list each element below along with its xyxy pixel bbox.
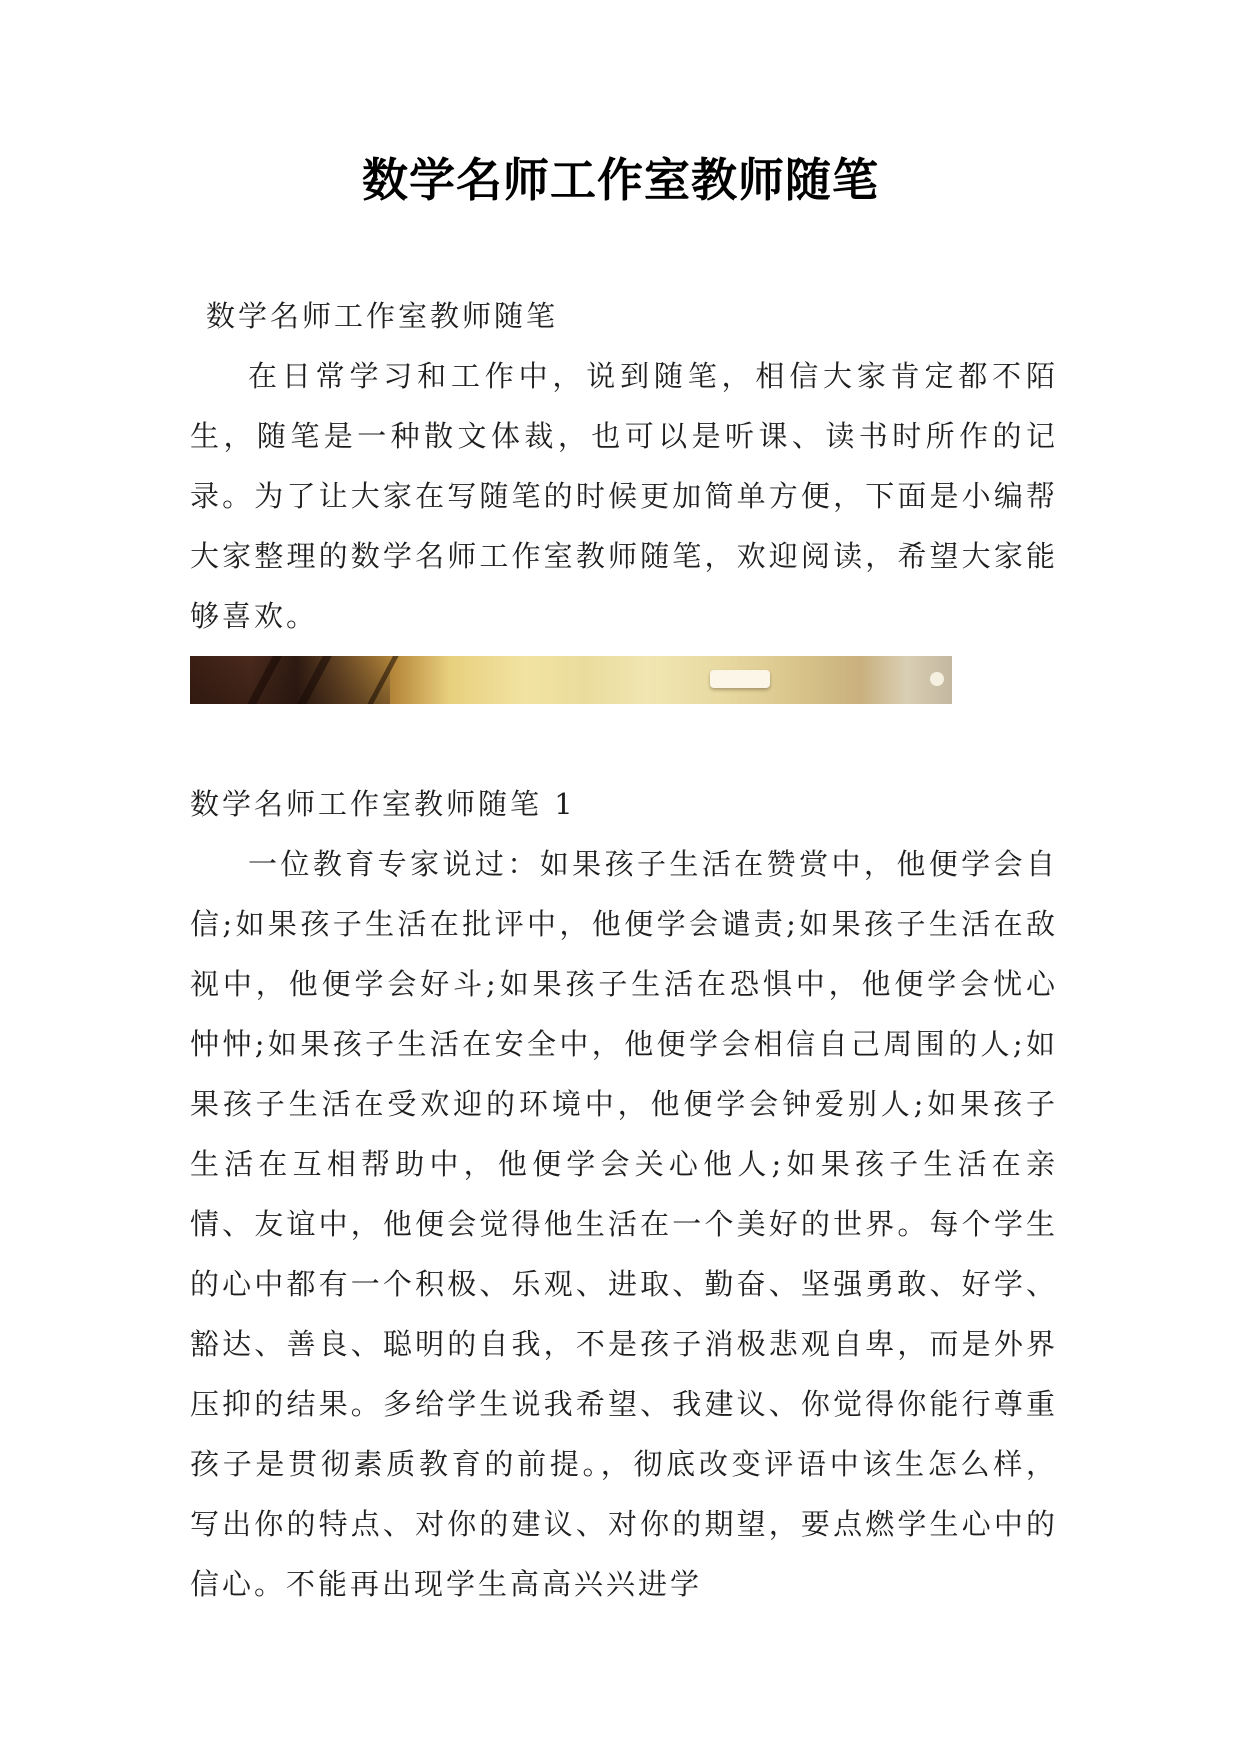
banner-shade (190, 656, 390, 704)
document-content (190, 286, 1058, 1614)
banner-glint (930, 672, 944, 686)
intro-paragraph: 在日常学习和工作中，说到随笔，相信大家肯定都不陌生，随笔是一种散文体裁，也可以是听课、读书时所作的记录。为了让大家在写随笔的时候更加简单方便，下面是小编帮大家整理的数学名师工作室教师随笔，欢迎阅读，希望大家能够喜欢。 (190, 359, 1058, 633)
section-heading: 数学名师工作室教师随笔 1 (190, 787, 576, 821)
section-body-paragraph: 一位教育专家说过：如果孩子生活在赞赏中，他便学会自信;如果孩子生活在批评中，他便学会谴责;如果孩子生活在敌视中，他便学会好斗;如果孩子生活在恐惧中，他便学会忧心忡忡;如果孩子生活在安全中，他便学会相信自己周围的人;如果孩子生活在受欢迎的环境中，他便学会钟爱别人;如果孩子生活在互相帮助中，他便学会关心他人;如果孩子生活在亲情、友谊中，他便会觉得他生活在一个美好的世界。每个学生的心中都有一个积极、乐观、进取、勤奋、坚强勇敢、好学、豁达、善良、聪明的自我，不是孩子消极悲观自卑，而是外界压抑的结果。多给学生说我希望、我建议、你觉得你能行尊重孩子是贯彻素质教育的前提。，彻底改变评语中该生怎么样，写出你的特点、对你的建议、对你的期望，要点燃学生心中的信心。不能再出现学生高高兴兴进学 (190, 847, 1058, 1601)
banner-dish (710, 670, 770, 688)
banner-image (190, 656, 952, 704)
section-spacer (190, 704, 1058, 774)
document-subtitle: 数学名师工作室教师随笔 (206, 299, 559, 333)
document-title: 数学名师工作室教师随笔 (362, 153, 879, 207)
